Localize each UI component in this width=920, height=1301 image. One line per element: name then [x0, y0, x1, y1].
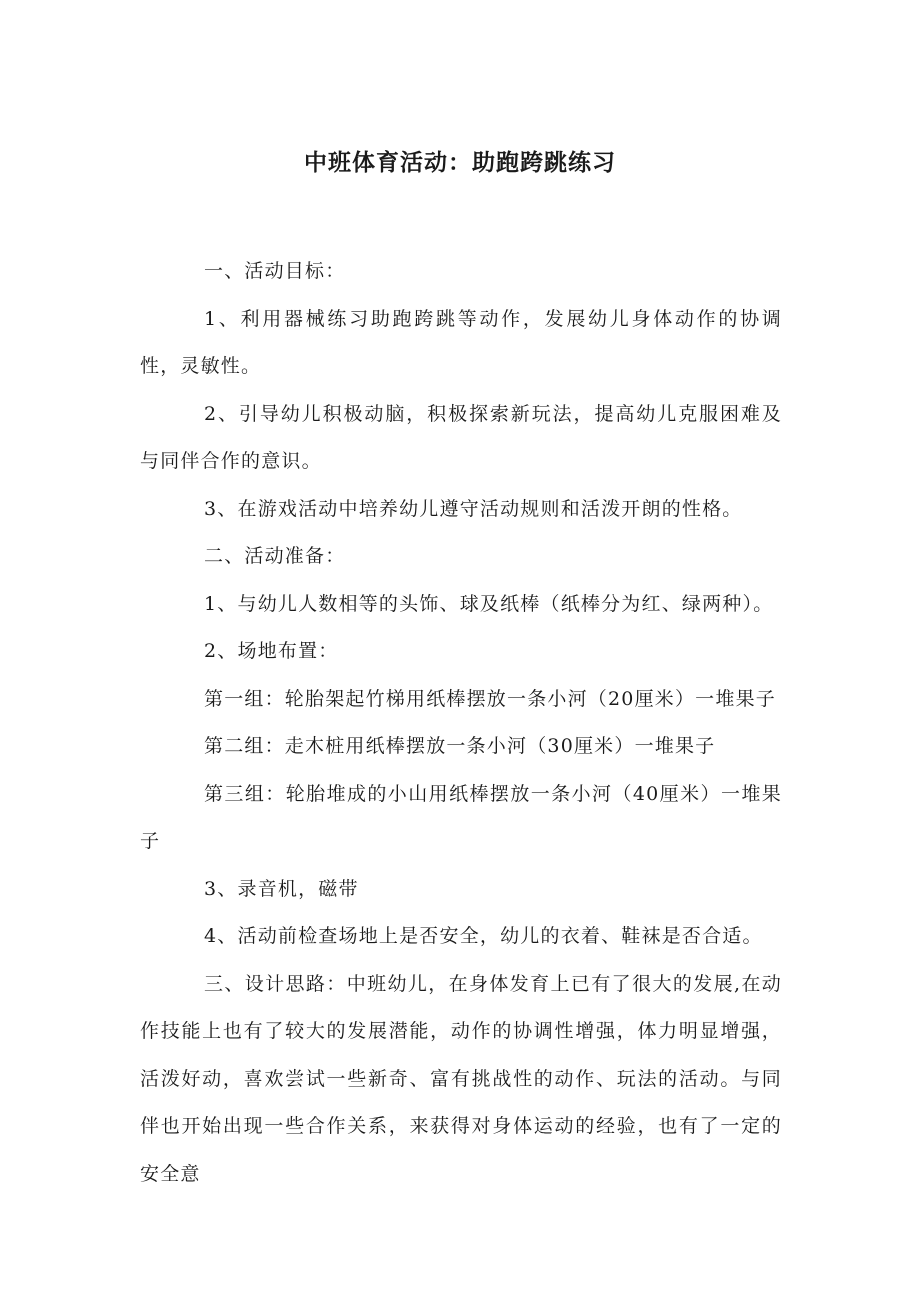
goal-item-1: 1、利用器械练习助跑跨跳等动作，发展幼儿身体动作的协调性，灵敏性。: [140, 307, 782, 377]
preparation-item-4: 4、活动前检查场地上是否安全，幼儿的衣着、鞋袜是否合适。: [204, 925, 763, 947]
document-title: 中班体育活动：助跑跨跳练习: [304, 150, 616, 176]
preparation-item-2: 2、场地布置：: [204, 640, 339, 662]
venue-group-2: 第二组：走木桩用纸棒摆放一条小河（30厘米）一堆果子: [204, 735, 716, 757]
preparation-item-3: 3、录音机，磁带: [204, 877, 359, 900]
goal-item-2: 2、引导幼儿积极动脑，积极探索新玩法，提高幼儿克服困难及与同伴合作的意识。: [140, 402, 782, 472]
preparation-item-1: 1、与幼儿人数相等的头饰、球及纸棒（纸棒分为红、绿两种）。: [204, 592, 774, 615]
section-heading-goals: 一、活动目标：: [204, 260, 346, 282]
section-design-ideas: 三、设计思路：中班幼儿，在身体发育上已有了很大的发展,在动作技能上也有了较大的发展潜能，动作的协调性增强，体力明显增强，活泼好动，喜欢尝试一些新奇、富有挑战性的动作、玩法的活动。与同伴也开始出现一些合作关系，来获得对身体运动的经验，也有了一定的安全意: [140, 972, 782, 1185]
venue-group-3: 第三组：轮胎堆成的小山用纸棒摆放一条小河（40厘米）一堆果子: [140, 782, 782, 852]
venue-group-1: 第一组：轮胎架起竹梯用纸棒摆放一条小河（20厘米）一堆果子: [204, 687, 776, 710]
document-body: [140, 248, 782, 1198]
section-heading-preparation: 二、活动准备：: [204, 545, 346, 567]
goal-item-3: 3、在游戏活动中培养幼儿遵守活动规则和活泼开朗的性格。: [204, 497, 743, 520]
